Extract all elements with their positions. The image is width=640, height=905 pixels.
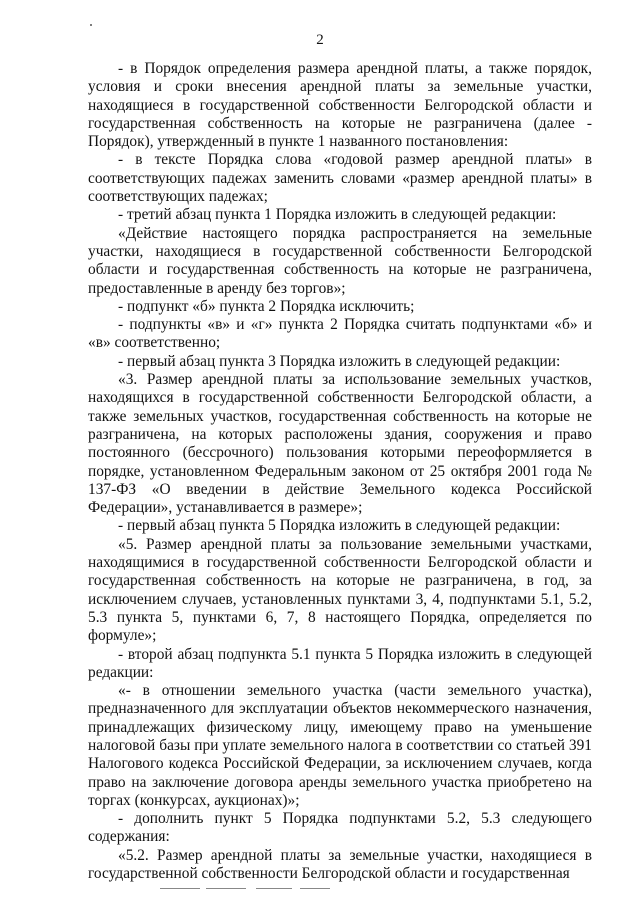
scan-mark bbox=[206, 888, 246, 889]
paragraph-item1-intro: - третий абзац пункта 1 Порядка изложить в следующей редакции: bbox=[118, 206, 557, 224]
paragraph-exclude-b: - подпункт «б» пункта 2 Порядка исключить; bbox=[118, 297, 415, 315]
paragraph-item5-text: «5. Размер арендной платы за пользование земельными участками, находящимися в государственной собственности Белгородской области и государственная собственность на которые не разграничена, в год, за исключением случаев, установленных пунктами 3, 4, подпунктами 5.1, 5.2, 5.3 пункта 5, пунктами 6, 7, 8 настоящего Порядка, определяется по формуле»; bbox=[88, 535, 592, 645]
paragraph-subitem51-text: «- в отношении земельного участка (части земельного участка), предназначенного для эксплуатации объектов некоммерческого назначения, принадлежащих физическому лицу, имеющему право на уменьшение налоговой базы при уплате земельного налога в соответствии со статьей 391 Налогового кодекса Российской Федерации, за исключением случаев, когда право на заключение договора аренды земельного участка приобретено на торгах (конкурсах, аукционах)»; bbox=[88, 682, 592, 809]
scan-mark bbox=[160, 888, 200, 889]
page-number: 2 bbox=[316, 32, 324, 48]
scan-edge-marks bbox=[0, 885, 640, 895]
paragraph-replace-words: - в тексте Порядка слова «годовой размер арендной платы» в соответствующих падежах заменить словами «размер арендной платы» в соответствующих падежах; bbox=[88, 151, 592, 206]
paragraph-amend-procedure: - в Порядок определения размера арендной платы, а также порядок, условия и сроки внесения арендной платы за земельные участки, находящиеся в государственной собственности Белгородской области и государственная собственность на которые не разграничена (далее - Порядок), утвержденный в пункте 1 названного постановления: bbox=[88, 60, 592, 151]
paragraph-subitem51-intro: - второй абзац подпункта 5.1 пункта 5 Порядка изложить в следующей редакции: bbox=[88, 645, 592, 681]
scan-mark bbox=[300, 888, 330, 889]
paragraph-item3-intro: - первый абзац пункта 3 Порядка изложить в следующей редакции: bbox=[118, 352, 561, 370]
paragraph-subitem52-text: «5.2. Размер арендной платы за земельные участки, находящиеся в государственной собственности Белгородской области и государственная bbox=[88, 846, 592, 883]
scan-speck bbox=[90, 24, 92, 26]
paragraph-item3-text: «3. Размер арендной платы за использование земельных участков, находящихся в государственной собственности Белгородской области, а также земельных участков, государственная собственность на которые не разграничена, на которых расположены здания, сооружения и право постоянного (бессрочного) пользования которыми переоформляется в порядке, установленном Федеральным законом от 25 октября 2001 года № 137-ФЗ «О введении в действие Земельного кодекса Российской Федерации», устанавливается в размере»; bbox=[88, 371, 592, 517]
paragraph-item1-text: «Действие настоящего порядка распространяется на земельные участки, находящиеся в государственной собственности Белгородской области и государственная собственность на которые не разграничена, предоставленные в аренду без торгов»; bbox=[88, 224, 592, 297]
paragraph-add-subitems: - дополнить пункт 5 Порядка подпунктами 5.2, 5.3 следующего содержания: bbox=[88, 810, 592, 846]
document-body bbox=[88, 60, 592, 883]
paragraph-item5-intro: - первый абзац пункта 5 Порядка изложить в следующей редакции: bbox=[118, 517, 561, 535]
paragraph-renumber: - подпункты «в» и «г» пункта 2 Порядка считать подпунктами «б» и «в» соответственно; bbox=[88, 316, 592, 352]
scan-mark bbox=[256, 888, 292, 889]
